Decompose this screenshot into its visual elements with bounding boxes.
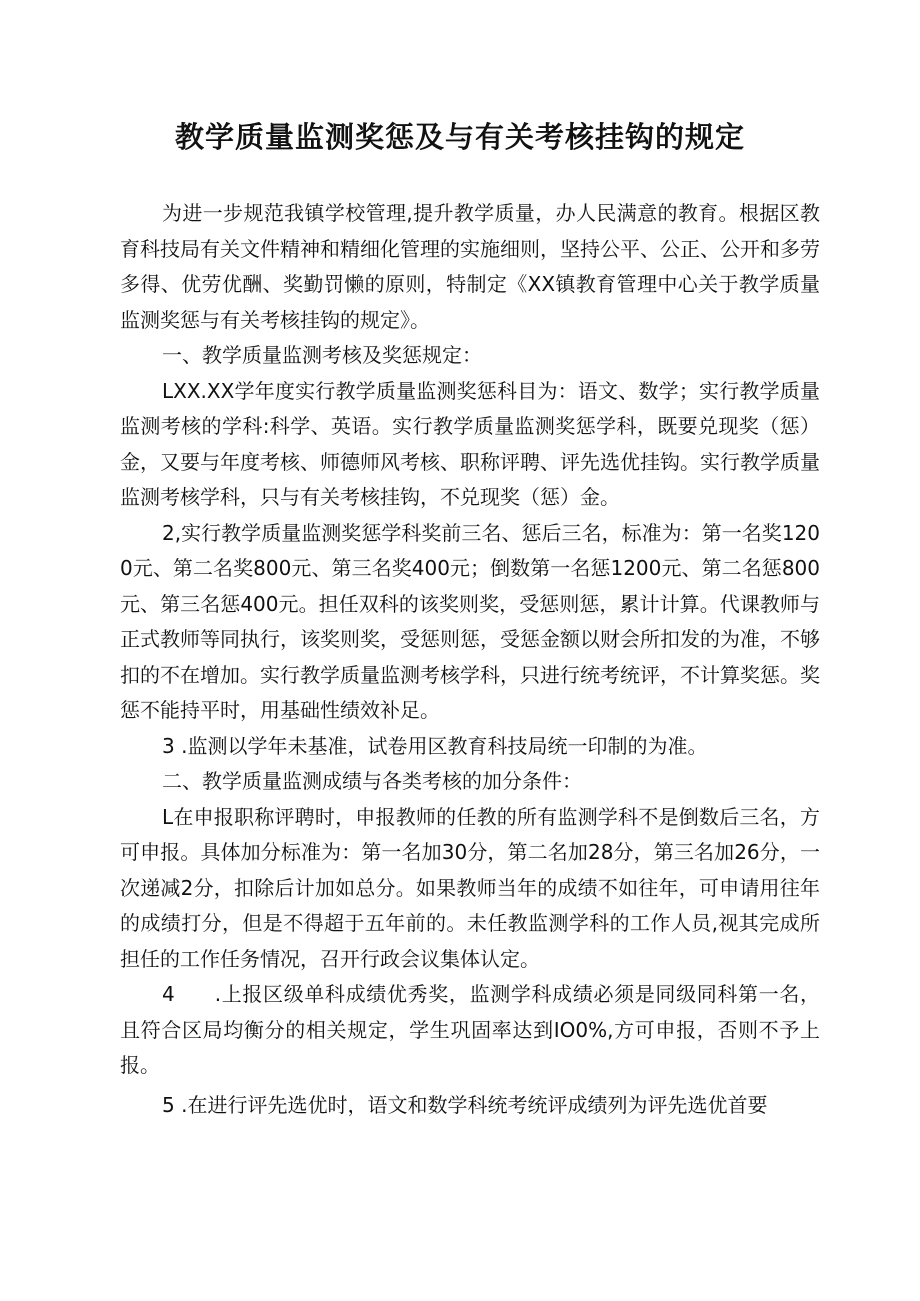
paragraph-item-2: 2,实行教学质量监测奖惩学科奖前三名、惩后三名，标准为：第一名奖1200元、第二名奖800元、第三名奖400元；倒数第一名惩1200元、第二名惩800元、第三名惩400元。担任双科的该奖则奖，受惩则惩，累计计算。代课教师与正式教师等同执行，该奖则奖，受惩则惩，受惩金额以财会所扣发的为准，不够扣的不在增加。实行教学质量监测考核学科，只进行统考统评，不计算奖惩。奖惩不能持平时，用基础性绩效补足。 — [120, 520, 820, 722]
paragraph-item-3: 3 .监测以学年未基准，试卷用区教育科技局统一印制的为准。 — [162, 733, 708, 758]
intro-paragraph: 为进一步规范我镇学校管理,提升教学质量，办人民满意的教育。根据区教育科技局有关文件精神和精细化管理的实施细则，坚持公平、公正、公开和多劳多得、优劳优酬、奖勤罚懒的原则，特制定《XX镇教育管理中心关于教学质量监测奖惩与有关考核挂钩的规定》。 — [120, 201, 820, 332]
item-4-text: .上报区级单科成绩优秀奖，监测学科成绩必须是同级同科第一名，且符合区局均衡分的相关规定，学生巩固率达到IO0%,方可申报，否则不予上报。 — [120, 982, 820, 1077]
document-title: 教学质量监测奖惩及与有关考核挂钩的规定 — [174, 120, 745, 154]
section-heading-1: 一、教学质量监测考核及奖惩规定： — [162, 343, 482, 367]
paragraph-item-1: LXX.XX学年度实行教学质量监测奖惩科目为：语文、数学；实行教学质量监测考核的学科:科学、英语。实行教学质量监测奖惩学科，既要兑现奖（惩）金，又要与年度考核、师德师风考核、职称评聘、评先选优挂钩。实行教学质量监测考核学科，只与有关考核挂钩，不兑现奖（惩）金。 — [120, 378, 820, 509]
section-heading-2: 二、教学质量监测成绩与各类考核的加分条件： — [162, 769, 582, 793]
document-body — [120, 196, 820, 1123]
paragraph-item-5: 5 .在进行评先选优时，语文和数学科统考统评成绩列为评先选优首要 — [162, 1092, 768, 1117]
paragraph-item-l: L在申报职称评聘时，申报教师的任教的所有监测学科不是倒数后三名，方可申报。具体加分标准为：第一名加30分，第二名加28分，第三名加26分，一次递减2分，扣除后计加如总分。如果教师当年的成绩不如往年，可申请用往年的成绩打分，但是不得超于五年前的。未任教监测学科的工作人员,视其完成所担任的工作任务情况，召开行政会议集体认定。 — [120, 804, 820, 971]
paragraph-item-4 — [120, 977, 820, 1084]
item-4-number: 4 — [162, 982, 175, 1006]
